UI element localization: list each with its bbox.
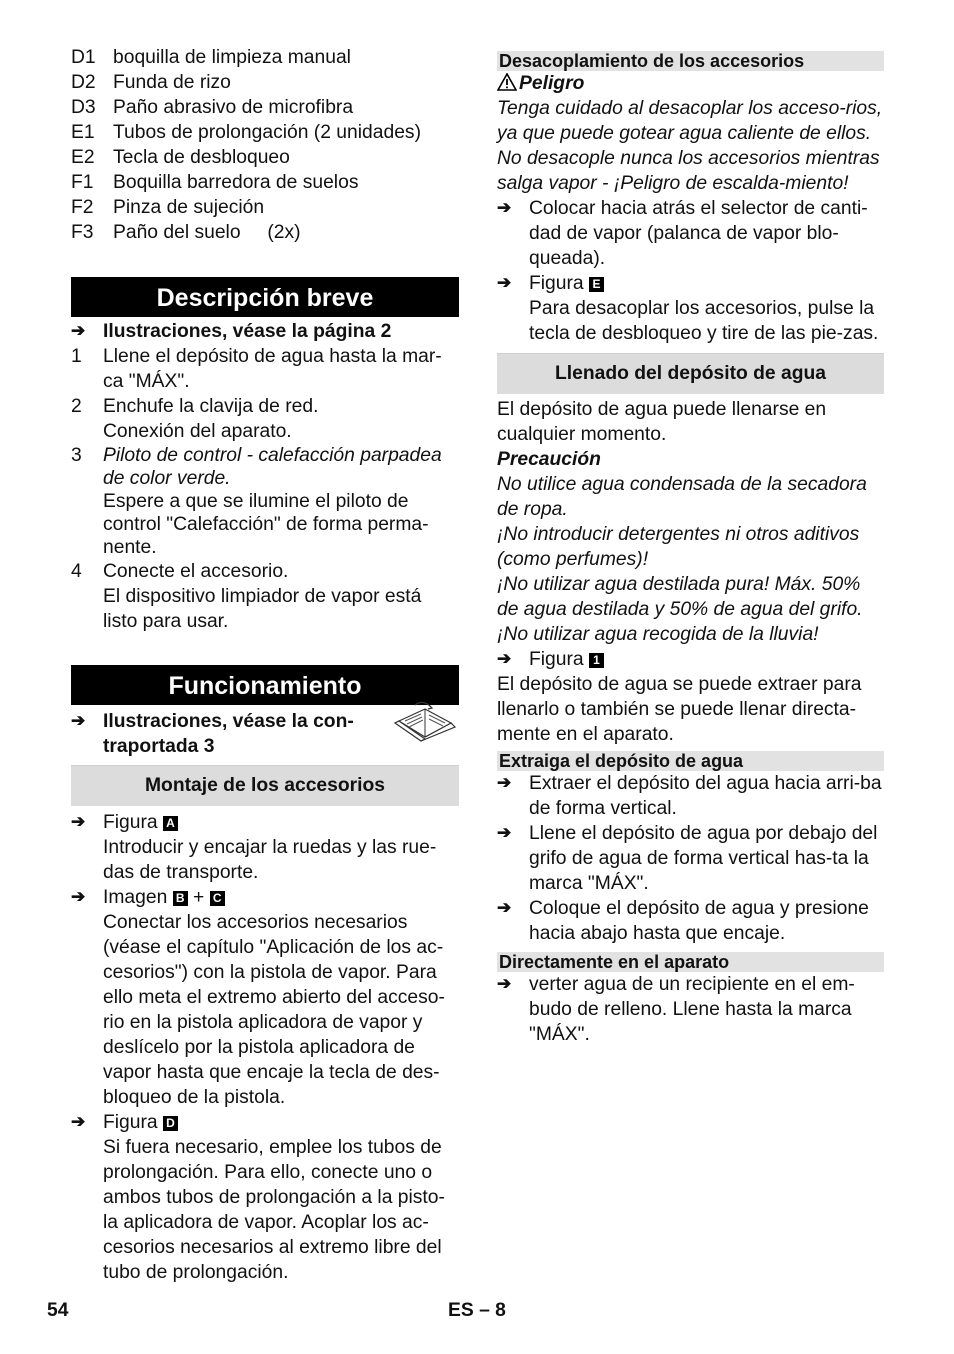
legend-code: D2 <box>71 72 96 93</box>
figure-b-badge: B <box>173 891 188 906</box>
legend-text: Tubos de prolongación (2 unidades) <box>113 122 421 143</box>
step-3: 3 Piloto de control - calefacción parpadea de color verde. Espere a que se ilumine el piloto de control "Calefacción" de forma perma-nente. <box>71 445 442 558</box>
legend-text: Boquilla barredora de suelos <box>113 172 359 193</box>
legend-item <box>71 45 459 70</box>
subsection-heading-desacople: Desacoplamiento de los accesorios <box>497 51 884 71</box>
figure-c-badge: C <box>210 891 225 906</box>
arrow-right-icon: ➔ <box>497 198 512 217</box>
legend-item <box>71 170 459 195</box>
list-item: ➔ Extraer el depósito del agua hacia arri-ba de forma vertical. <box>497 771 884 821</box>
legend-item <box>71 95 459 120</box>
legend-code: D3 <box>71 97 96 118</box>
legend-text: Paño del suelo (2x) <box>113 222 301 243</box>
figure-1-badge: 1 <box>589 653 604 668</box>
legend-code: E1 <box>71 122 95 143</box>
step-1: 1 Llene el depósito de agua hasta la mar-ca "MÁX". <box>71 346 442 392</box>
page-number: 54 <box>47 1300 69 1321</box>
step-4: 4 Conecte el accesorio. El dispositivo limpiador de vapor está listo para usar. <box>71 561 422 632</box>
legend-code: F3 <box>71 222 94 243</box>
figure-d-badge: D <box>163 1116 178 1131</box>
arrow-right-icon: ➔ <box>71 812 86 831</box>
arrow-right-icon: ➔ <box>71 887 86 906</box>
manual-book-icon <box>391 701 459 749</box>
warning-triangle-icon <box>497 71 519 96</box>
right-column: Desacoplamiento de los accesorios Peligro Tenga cuidado al desacoplar los acceso-rios, ya que puede gotear agua caliente de ellos. No desacople nunca los accesorios mientras salga vapor - ¡Peligro de escalda-miento! ➔ Colocar hacia atrás el selector de canti-dad de vapor (palanca de vapor blo-queada). ➔ Figura E Para desacoplar los accesorios, pulse la tecla de desbloqueo y tire de las pie-zas. Llenado del depósito de agua El depósito de agua puede llenarse en cualquier momento. Precaución No utilice agua condensada de la secadora de ropa. ¡No introducir detergentes ni otros aditivos (como perfumes)! ¡No utilizar agua destilada pura! Máx. 50% de agua destilada y 50% de agua del grifo. ¡No utilizar agua recogida de la lluvia! ➔ Figura 1 El depósito de agua se puede extraer para llenarlo o también se puede llenar directa-mente en el aparato. Extraiga el depósito de agua ➔ Extraer el depósito del agua hacia arri-ba de forma vertical. ➔ Llene el depósito de agua por debajo del grifo de agua de forma vertical has-ta la marca "MÁX". ➔ Coloque el depósito de agua y presione hacia abajo hasta que encaje. Directamente en el aparato ➔ verter agua de un recipiente en el em-budo de relleno. Llene hasta la marca "MÁX". <box>497 51 883 1045</box>
list-item: ➔ Imagen B + C Conectar los accesorios necesarios (véase el capítulo "Aplicación de los ac-cesorios") con la pistola de vapor. Para ello meta el extremo abierto del acceso-rio en la pistola aplicadora de vapor y deslícelo por la pistola aplicadora de vapor hasta que encaje la tecla de des-bloqueo de la pistola. <box>71 885 459 1110</box>
arrow-right-icon: ➔ <box>71 1112 86 1131</box>
legend-item <box>71 145 459 170</box>
legend-code: F2 <box>71 197 94 218</box>
list-item: ➔ Figura E Para desacoplar los accesorios, pulse la tecla de desbloqueo y tire de las pie-zas. <box>497 271 884 346</box>
list-item: ➔ Figura 1 <box>497 647 884 672</box>
figure-a-badge: A <box>163 816 178 831</box>
step-2: 2 Enchufe la clavija de red. Conexión del aparato. <box>71 396 319 442</box>
left-column <box>71 45 459 1285</box>
arrow-right-icon: ➔ <box>71 321 86 340</box>
subsection-heading-extraiga: Extraiga el depósito de agua <box>497 751 884 771</box>
arrow-right-icon: ➔ <box>71 711 86 730</box>
list-item: ➔ Figura A Introducir y encajar la ruedas y las rue-das de transporte. <box>71 810 459 885</box>
arrow-right-icon: ➔ <box>497 649 512 668</box>
list-item: ➔ Llene el depósito de agua por debajo del grifo de agua de forma vertical has-ta la marca "MÁX". <box>497 821 884 896</box>
legend-code: E2 <box>71 147 95 168</box>
arrow-right-icon: ➔ <box>497 898 512 917</box>
legend-code: D1 <box>71 47 96 68</box>
arrow-right-icon: ➔ <box>497 823 512 842</box>
arrow-right-icon: ➔ <box>497 974 512 993</box>
legend-list <box>71 45 459 245</box>
legend-item <box>71 195 459 220</box>
section-heading-funcionamiento: Funcionamiento <box>71 665 459 705</box>
list-item: ➔ Colocar hacia atrás el selector de canti-dad de vapor (palanca de vapor blo-queada). <box>497 196 884 271</box>
section-heading-descripcion: Descripción breve <box>71 277 459 317</box>
legend-item <box>71 220 459 245</box>
legend-text: Tecla de desbloqueo <box>113 147 290 168</box>
subsection-heading-llenado: Llenado del depósito de agua <box>497 353 884 394</box>
danger-label: Peligro <box>497 71 884 96</box>
subsection-heading-directamente: Directamente en el aparato <box>497 952 884 972</box>
page-code: ES – 8 <box>448 1300 506 1321</box>
subsection-heading-montaje: Montaje de los accesorios <box>71 765 459 806</box>
list-item: ➔ Ilustraciones, véase la página 2 <box>71 319 459 344</box>
list-item: ➔ Coloque el depósito de agua y presione hacia abajo hasta que encaje. <box>497 896 884 946</box>
legend-item <box>71 120 459 145</box>
list-item: ➔ Figura D Si fuera necesario, emplee los tubos de prolongación. Para ello, conecte uno o ambos tubos de prolongación a la pisto-la aplicadora de vapor. Acoplar los ac-cesorios necesarios al extremo libre del tubo de prolongación. <box>71 1110 459 1285</box>
arrow-right-icon: ➔ <box>497 773 512 792</box>
legend-text: Pinza de sujeción <box>113 197 265 218</box>
figure-e-badge: E <box>589 277 604 292</box>
list-item: ➔ Ilustraciones, véase la con-traportada 3 <box>71 709 459 759</box>
list-item: ➔ verter agua de un recipiente en el em-budo de relleno. Llene hasta la marca "MÁX". <box>497 972 884 1047</box>
legend-item <box>71 70 459 95</box>
legend-text: boquilla de limpieza manual <box>113 47 351 68</box>
legend-code: F1 <box>71 172 94 193</box>
legend-text: Funda de rizo <box>113 72 231 93</box>
legend-text: Paño abrasivo de microfibra <box>113 97 354 118</box>
arrow-right-icon: ➔ <box>497 273 512 292</box>
